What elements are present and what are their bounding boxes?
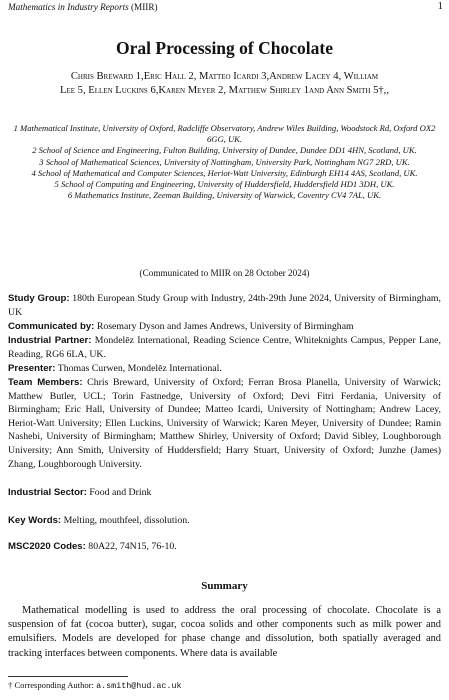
author-line: Chris Breward 1,Eric Hall 2, Matteo Icardi 3,Andrew Lacey 4, William [70, 71, 379, 82]
corresponding-email-link[interactable]: a.smith@hud.ac.uk [96, 681, 182, 691]
industrial-sector-label: Industrial Sector: [8, 487, 87, 498]
affiliation: 5 School of Computing and Engineering, University of Huddersfield, Huddersfield HD1 3DH, UK. [54, 179, 395, 190]
team-members-value: Chris Breward, University of Oxford; Ferran Brosa Planella, University of Warwick; Matthew Butler, UCL; Torin Fastnedge, University of Oxford; Devi Fitri Ferdania, University of Birmingham; Eric Hall, University of Dundee; Matteo Icardi, University of Nottingham; Andrew Lacey, Heriot-Watt University; Ellen Luckins, University of Warwick; Karen Meyer, University of Dundee; Ramin Nashebi, University of Birmingham; Matthew Shirley, University of Oxford; David Sibley, Loughborough University; Ann Smith, University of Huddersfield; Harry Stuart, University of Oxford; Junzhe (James) Zhang, Loughborough University. [8, 377, 441, 470]
affiliations [6, 123, 443, 201]
study-group-value: 180th European Study Group with Industry, 24th-29th June 2024, University of Birmingham, UK [8, 293, 441, 318]
presenter-label: Presenter: [8, 363, 56, 374]
communicated-by-value: Rosemary Dyson and James Andrews, University of Birmingham [96, 321, 354, 332]
team-members-label: Team Members: [8, 377, 83, 388]
keywords-label: Key Words: [8, 515, 62, 526]
affiliation: 4 School of Mathematical and Computer Sciences, Heriot-Watt University, Edinburgh EH14 4AS, Scotland, UK. [31, 167, 418, 178]
journal-name: Mathematics in Industry Reports [8, 2, 129, 12]
affiliation: 2 School of Science and Engineering, Fulton Building, University of Dundee, Dundee DD1 4HN, Scotland, UK. [32, 145, 417, 156]
communicated-note: (Communicated to MIIR on 28 October 2024) [139, 268, 310, 278]
affiliation: 6 Mathematics Institute, Zeeman Building, University of Warwick, Coventry CV4 7AL, UK. [67, 190, 382, 201]
summary-text: Mathematical modelling is used to address the oral processing of chocolate. Chocolate is a suspension of fat (cocoa butter), sugar, cocoa solids and other components such as milk power and emulsifiers. Models are developed for phase change and dissolution, both spatially averaged and tracking interfaces between components. Where data is available [8, 605, 441, 659]
industrial-sector-value: Food and Drink [89, 487, 152, 498]
presenter-block [8, 362, 441, 376]
author-line: Lee 5, Ellen Luckins 6,Karen Meyer 2, Matthew Shirley 1and Ann Smith 5†,, [60, 85, 389, 96]
footnote [8, 680, 182, 691]
author-list [12, 70, 437, 98]
keywords-value: Melting, mouthfeel, dissolution. [63, 515, 190, 526]
footnote-label: † Corresponding Author: [8, 680, 94, 690]
running-head [8, 2, 158, 12]
communicated-by-block [8, 320, 441, 334]
keywords-block [8, 514, 441, 528]
industrial-partner-label: Industrial Partner: [8, 335, 92, 346]
study-group-block [8, 292, 441, 319]
paper-title: Oral Processing of Chocolate [116, 38, 333, 58]
msc-codes-value: 80A22, 74N15, 76-10. [88, 541, 177, 552]
industrial-partner-value: Mondelēz International, Reading Science Centre, Whiteknights Campus, Pepper Lane, Reading, RG6 6LA, UK. [8, 335, 441, 360]
team-members-block [8, 376, 441, 471]
summary-heading: Summary [201, 580, 248, 592]
affiliation: 3 School of Mathematical Sciences, University of Nottingham, University Park, Nottingham NG7 2RD, UK. [39, 156, 410, 167]
journal-abbrev: (MIIR) [131, 2, 158, 12]
communicated-by-label: Communicated by: [8, 321, 95, 332]
industrial-sector-block [8, 486, 441, 500]
footnote-divider [8, 676, 128, 677]
affiliation: 1 Mathematical Institute, University of Oxford, Radcliffe Observatory, Andrew Wiles Building, Woodstock Rd, Oxford OX2 6GG, UK. [13, 123, 436, 145]
page-number: 1 [437, 0, 443, 12]
industrial-partner-block [8, 334, 441, 361]
msc-codes-label: MSC2020 Codes: [8, 541, 86, 552]
presenter-value: Thomas Curwen, Mondelēz International. [57, 363, 222, 374]
msc-codes-block [8, 540, 441, 554]
study-group-label: Study Group: [8, 293, 70, 304]
